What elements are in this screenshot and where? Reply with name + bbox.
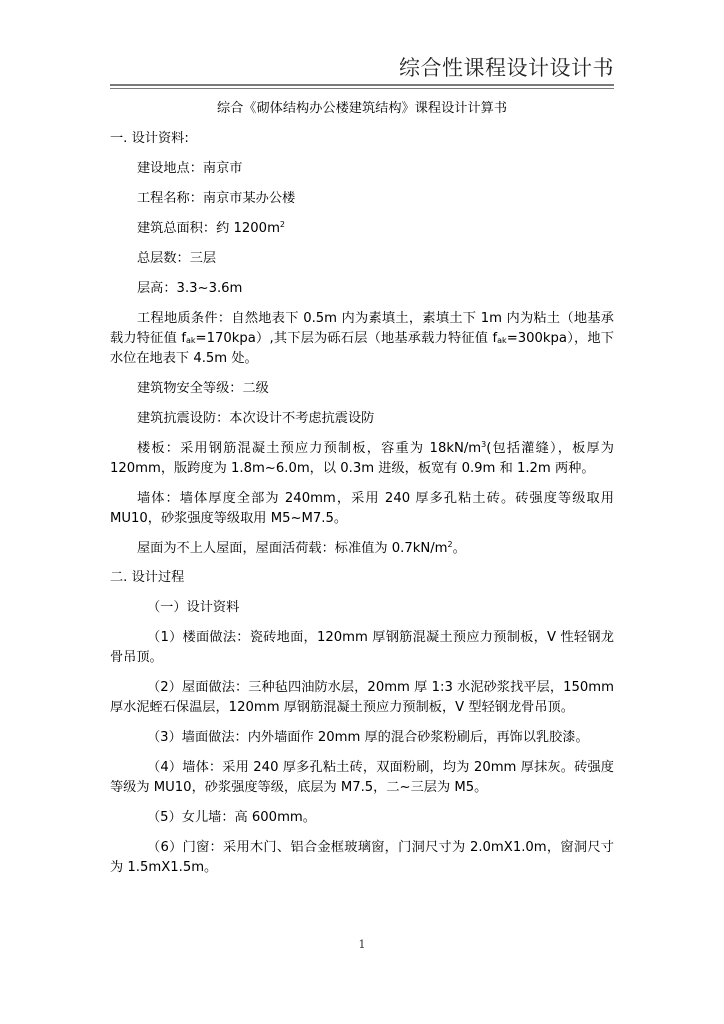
area-line: 建筑总面积：约 $1200m^2$: [137, 220, 286, 236]
document-title: 综合《砌体结构办公楼建筑结构》课程设计计算书: [216, 101, 508, 116]
height-line: 层高：3.3~3.6m: [137, 281, 243, 296]
page-number: 1: [358, 938, 366, 951]
floors-line: 总层数：三层: [137, 251, 217, 266]
design-item-4: （4）墙体：采用 240 厚多孔粘土砖，双面粉刷，均为 20mm 厚抹灰。砖强度等级为 MU10，砂浆强度等级，底层为 M7.5，二~三层为 M5。: [110, 760, 614, 795]
header-rule: [110, 84, 614, 86]
safety-line: 建筑物安全等级：二级: [137, 381, 269, 396]
design-item-2: （2）屋面做法：三种毡四油防水层，20mm 厚 1:3 水泥砂浆找平层，150mm 厚水泥蛭石保温层，120mm 厚钢筋混凝土预应力预制板，V 型轻钢龙骨吊顶。: [110, 680, 614, 715]
design-item-5: （5）女儿墙：高 600mm。: [147, 810, 316, 825]
seismic-line: 建筑抗震设防：本次设计不考虑抗震设防: [137, 411, 375, 426]
header-rule-thin: [110, 88, 614, 89]
section-1-heading: 一. 设计资料:: [110, 131, 189, 146]
section-2-subheading: （一）设计资料: [147, 600, 240, 615]
wall-paragraph: 墙体：墙体厚度全部为 240mm，采用 240 厚多孔粘土砖。砖强度等级取用 MU10，砂浆强度等级取用 M5~M7.5。: [110, 491, 614, 526]
design-item-3: （3）墙面做法：内外墙面作 20mm 厚的混合砂浆粉刷后，再饰以乳胶漆。: [147, 730, 589, 745]
section-2-heading: 二. 设计过程: [110, 570, 185, 585]
geology-paragraph: 工程地质条件：自然地表下 0.5m 内为素填土，素填土下 1m 内为粘土（地基承载力特征值 $f_{ak}=170kpa$）,其下层为砾石层（地基承载力特征值 $f_{ak}=300kpa$），地下水位在地表下 4.5m 处。: [110, 311, 614, 366]
slab-paragraph: 楼板：采用钢筋混凝土预应力预制板，容重为 $18kN/m^3$(包括灌缝），板厚为 120mm，版跨度为 1.8m~6.0m，以 0.3m 进级，板宽有 0.9m 和 1.2m 两种。: [110, 440, 614, 476]
location-line: 建设地点：南京市: [137, 161, 243, 176]
design-item-6: （6）门窗：采用木门、铝合金框玻璃窗，门洞尺寸为 2.0mX1.0m，窗洞尺寸为 1.5mX1.5m。: [110, 840, 614, 875]
roof-line: 屋面为不上人屋面，屋面活荷载：标准值为 $0.7kN/m^2$。: [137, 540, 466, 556]
design-item-1: （1）楼面做法：瓷砖地面，120mm 厚钢筋混凝土预应力预制板，V 性轻钢龙骨吊顶。: [110, 630, 614, 665]
project-name-line: 工程名称：南京市某办公楼: [137, 191, 296, 206]
header-title: 综合性课程设计设计书: [399, 56, 614, 80]
document-body: [110, 98, 614, 878]
